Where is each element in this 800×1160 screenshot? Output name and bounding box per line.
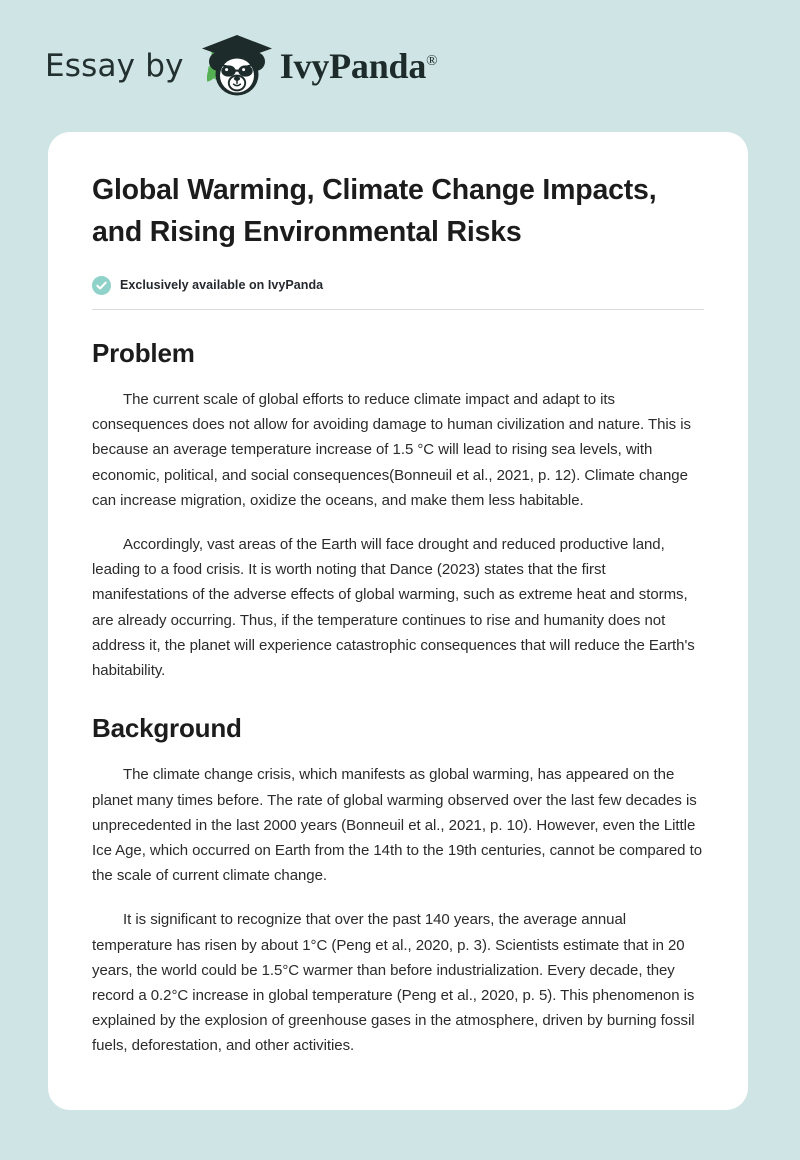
section-heading-background: Background [92, 713, 242, 744]
section-paragraph: The climate change crisis, which manifests as global warming, has appeared on the planet many times before. The rate of global warming observed over the last few decades is unprecedented in the last 2000 years (Bonneuil et al., 2021, p. 10). However, even the Little Ice Age, which occurred on Earth from the 14th to the 19th centuries, cannot be compared to the scale of current climate change. [92, 766, 702, 885]
essay-by-label: Essay by [45, 47, 184, 84]
check-circle-icon [92, 276, 111, 295]
ivypanda-panda-graduation-logo-icon [198, 31, 276, 101]
header-divider [92, 309, 704, 310]
section-paragraph: It is significant to recognize that over the past 140 years, the average annual temperature has risen by about 1°C (Peng et al., 2020, p. 3). Scientists estimate that in 20 years, the world could be 1.5°C warmer than before industrialization. Every decade, they record a 0.2°C increase in global temperature (Peng et al., 2020, p. 5). This phenomenon is explained by the explosion of greenhouse gases in the atmosphere, driven by burning fossil fuels, deforestation, and other activities. [92, 911, 695, 1055]
registered-trademark-symbol: ® [426, 53, 438, 69]
site-brand-header [0, 0, 800, 132]
section-heading-problem: Problem [92, 337, 195, 368]
section-paragraph: Accordingly, vast areas of the Earth will face drought and reduced productive land, leading to a food crisis. It is worth noting that Dance (2023) states that the first manifestations of the adverse effects of global warming, such as extreme heat and storms, are already occurring. Thus, if the temperature continues to rise and humanity does not address it, the planet will experience catastrophic consequences that will reduce the Earth's habitability. [92, 535, 695, 679]
page-title: Global Warming, Climate Change Impacts, and Rising Environmental Risks [92, 174, 657, 248]
ivypanda-wordmark [280, 48, 438, 84]
status-badge [92, 276, 704, 295]
brand-name-text: IvyPanda [279, 46, 427, 86]
status-badge-label: Exclusively available on IvyPanda [120, 278, 324, 293]
section-paragraph: The current scale of global efforts to reduce climate impact and adapt to its consequences does not allow for avoiding damage to human civilization and nature. This is because an average temperature increase of 1.5 °C will lead to rising sea levels, with economic, political, and social consequences(Bonneuil et al., 2021, p. 12). Climate change can increase migration, oxidize the oceans, and make them less habitable. [92, 390, 691, 509]
essay-paper-card [48, 132, 748, 1110]
